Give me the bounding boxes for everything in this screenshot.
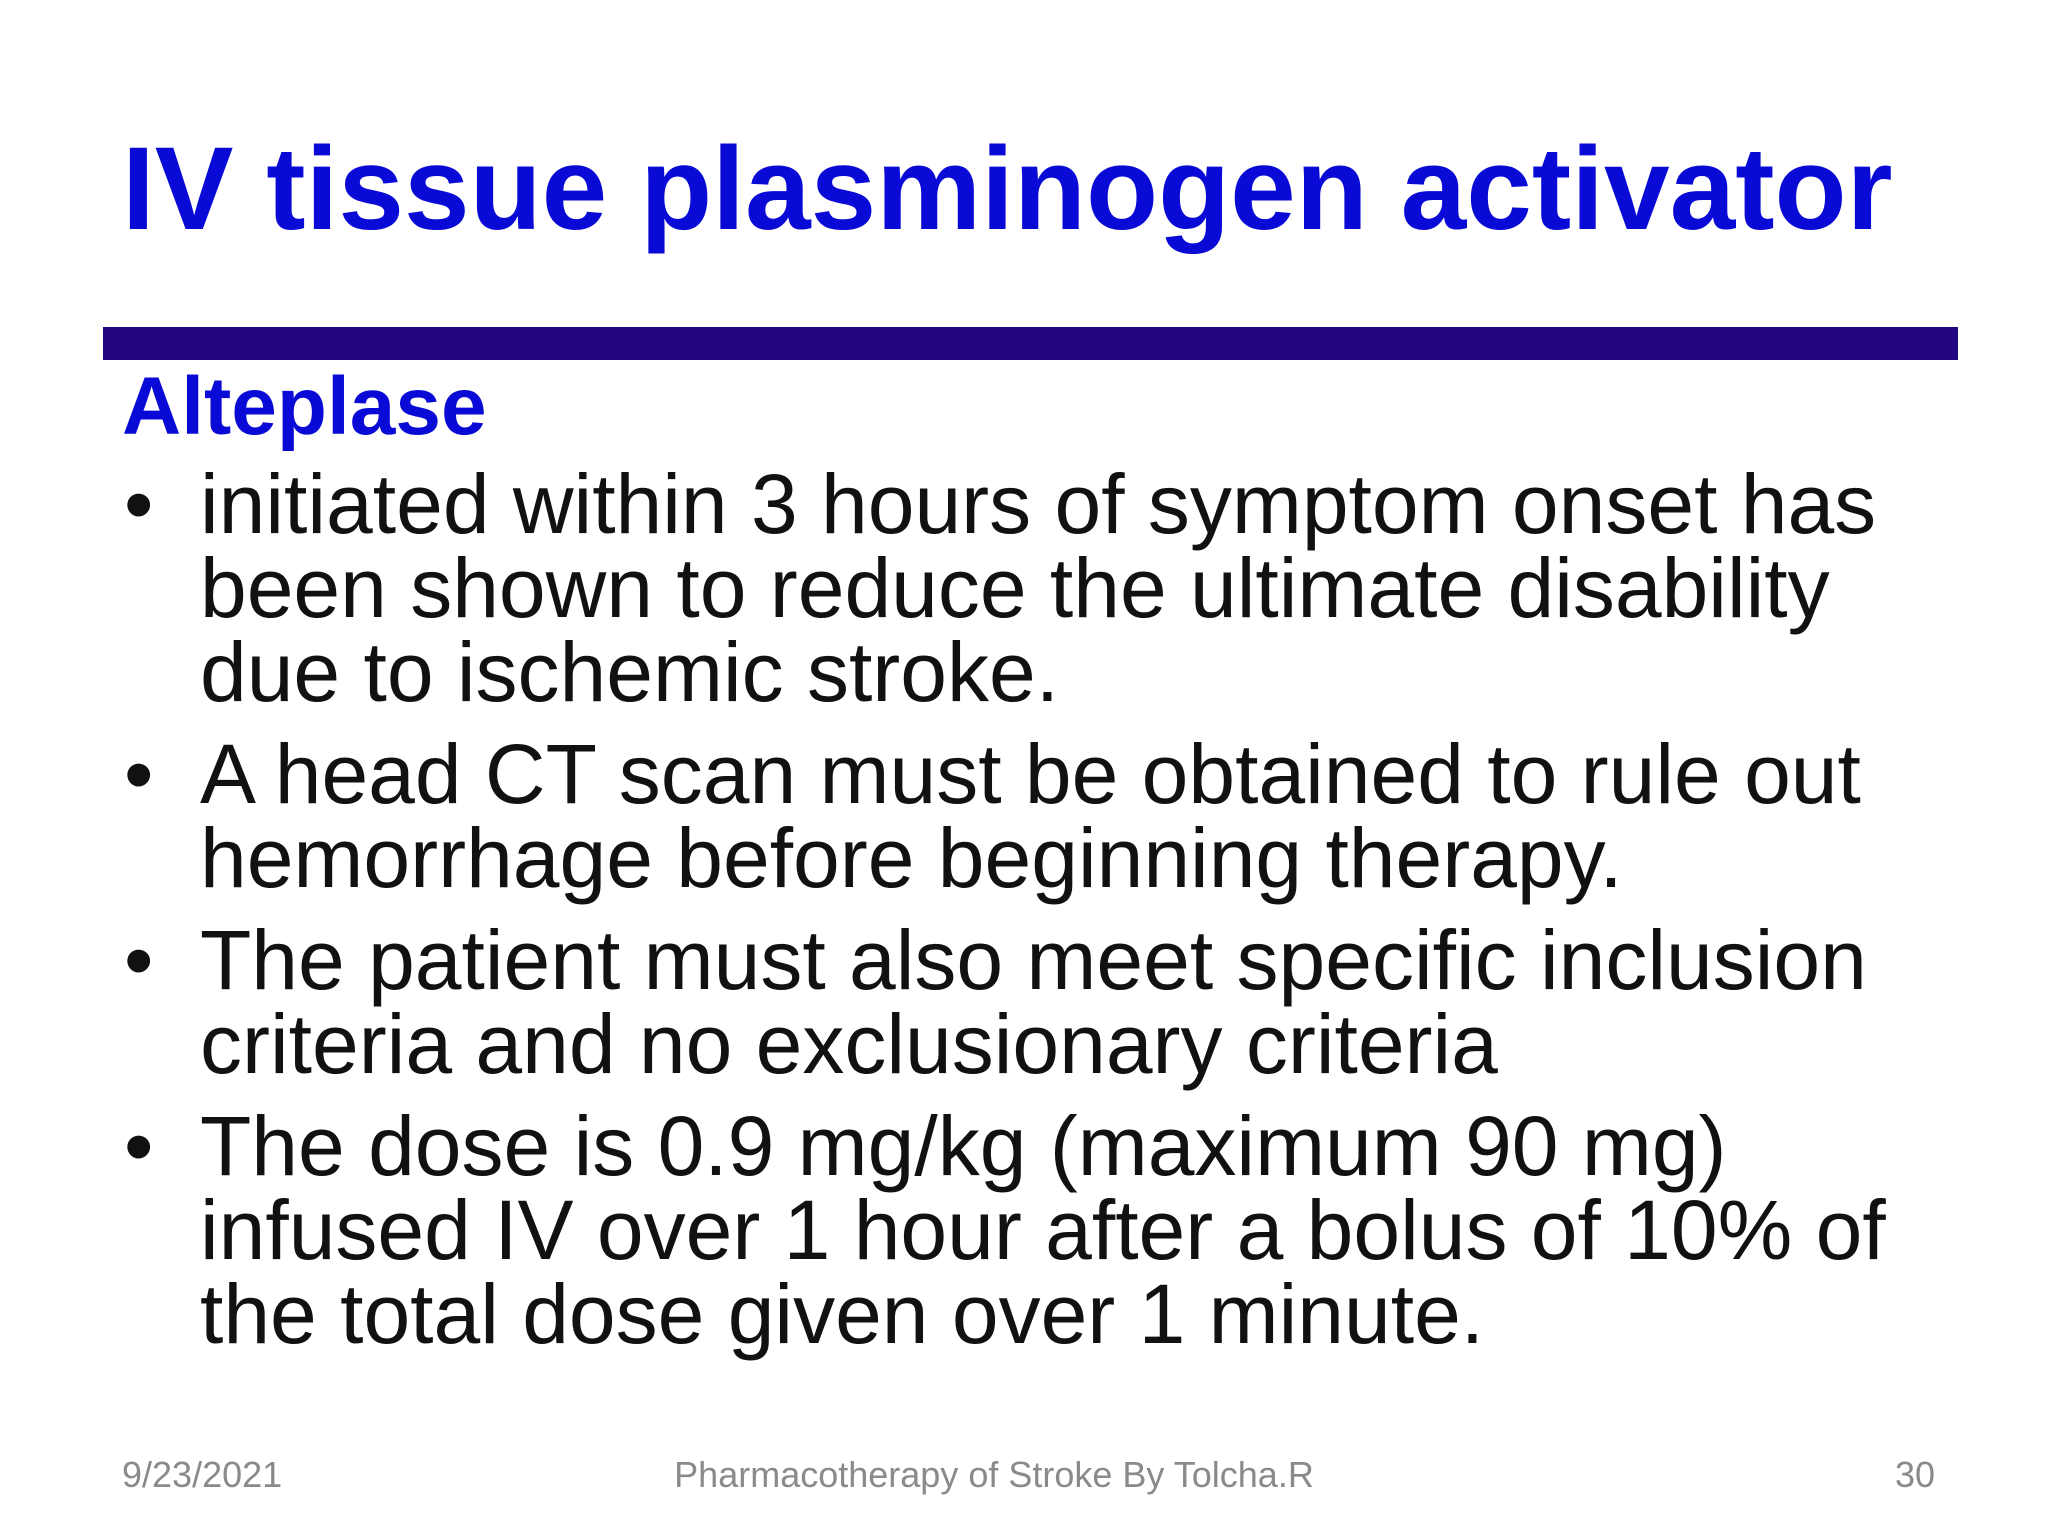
- bullet-item: [0, 913, 2048, 1091]
- bullet-item: [0, 727, 2048, 905]
- bullet-text: initiated within 3 hours of symptom onset has been shown to reduce the ultimate disability due to ischemic stroke.: [200, 457, 1877, 719]
- bullet-text: A head CT scan must be obtained to rule out hemorrhage before beginning therapy.: [200, 727, 1861, 905]
- title-divider: [103, 327, 1958, 360]
- slide-title: IV tissue plasminogen activator: [122, 123, 1893, 255]
- page-number: 30: [1894, 1454, 1935, 1495]
- bullet-icon: •: [124, 1099, 154, 1193]
- bullet-icon: •: [124, 913, 154, 1007]
- footer-title: Pharmacotherapy of Stroke By Tolcha.R: [674, 1454, 1314, 1495]
- footer-date: 9/23/2021: [122, 1454, 283, 1495]
- bullet-item: [0, 1099, 2048, 1361]
- slide-subtitle: Alteplase: [122, 361, 487, 452]
- bullet-text: The dose is 0.9 mg/kg (maximum 90 mg) infused IV over 1 hour after a bolus of 10% of the total dose given over 1 minute.: [200, 1099, 1886, 1361]
- bullet-icon: •: [124, 457, 154, 551]
- bullet-text: The patient must also meet specific inclusion criteria and no exclusionary criteria: [200, 913, 1867, 1091]
- bullet-list: [0, 457, 2048, 1374]
- bullet-item: [0, 457, 2048, 719]
- bullet-icon: •: [124, 727, 154, 821]
